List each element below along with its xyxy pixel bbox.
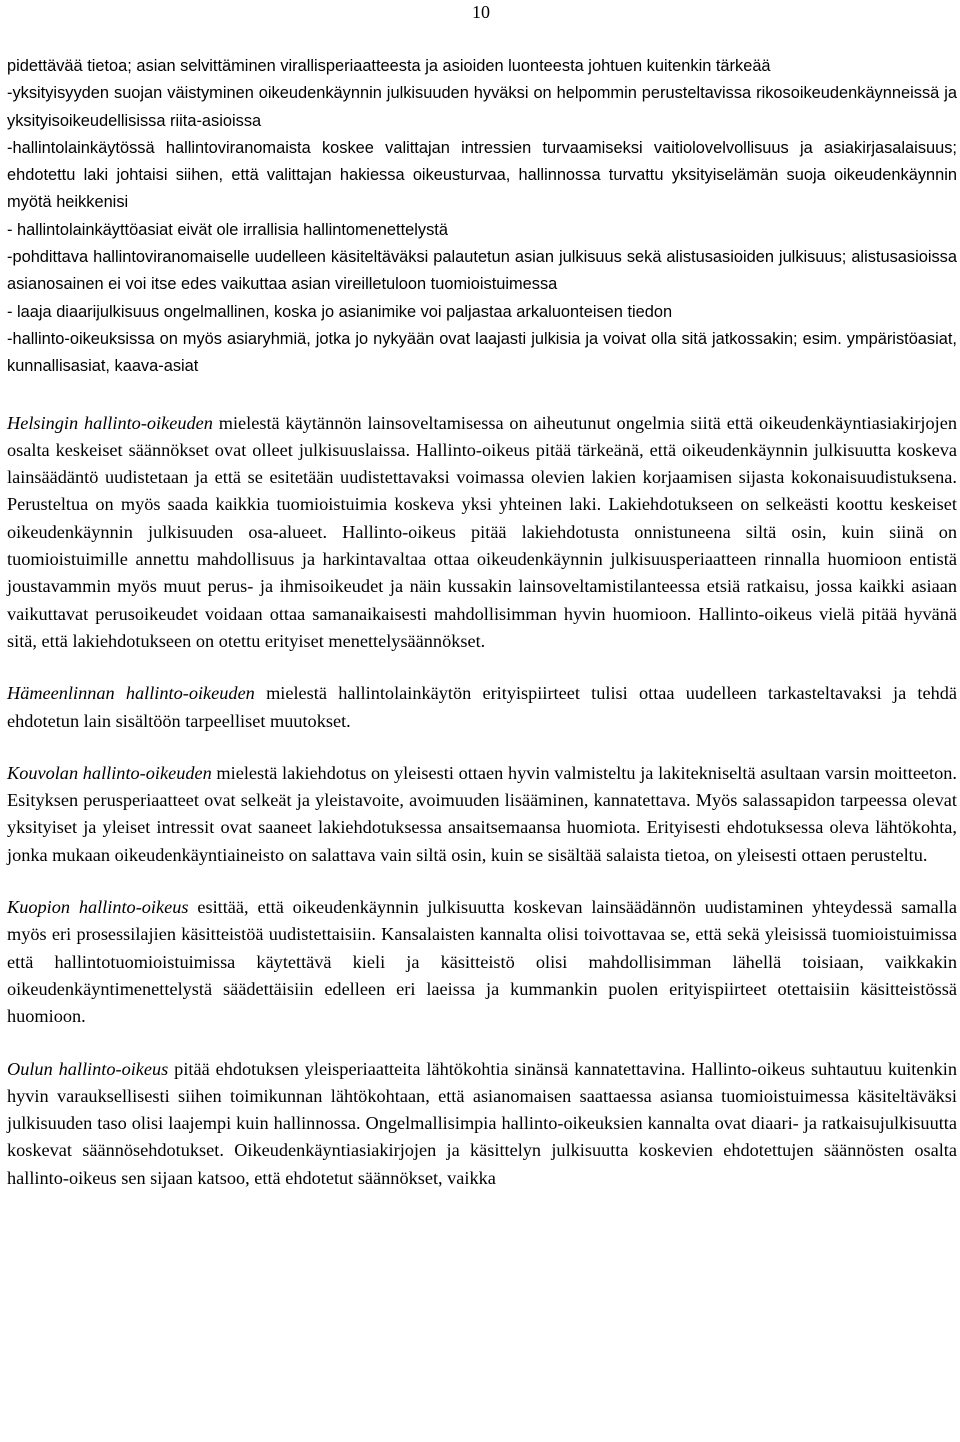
opinion-oulu	[7, 1056, 957, 1192]
opinion-text: esittää, että oikeudenkäynnin julkisuutta koskevan lainsäädännön uudistaminen yhteydessä samalla myös eri prosessilajien käsitteistöä uudistettaisiin. Kansalaisten kannalta olisi toivottavaa se, että sekä yleisissä tuomioistuimissa että hallintotuomioistuimissa käytettävä kieli ja käsitteistö olisi mahdollisimman lähellä toisiaan, vaikkakin oikeudenkäyntimenettelystä säädettäisiin edelleen eri laeissa ja kummankin puolen erityispiirteet otettaisiin käsitteistössä huomioon.	[7, 897, 958, 1027]
court-name: Kouvolan hallinto-oikeuden	[7, 762, 212, 783]
bullet-item: -hallintolainkäytössä hallintoviranomaista koskee valittajan intressien turvaamiseksi vaitiolovelvollisuus ja asiakirjasalaisuus; ehdotettu laki johtaisi siihen, että valittajan hakiessa oikeusturvaa, hallinnossa turvattu yksityiselämän suoja oikeudenkäynnin myötä heikkenisi	[7, 138, 957, 212]
opinion-kouvola	[7, 760, 957, 869]
opinion-kuopio	[7, 894, 957, 1030]
bullet-item: - laaja diaarijulkisuus ongelmallinen, koska jo asianimike voi paljastaa arkaluonteisen tiedon	[7, 302, 673, 321]
bullet-item: - hallintolainkäyttöasiat eivät ole irrallisia hallintomenettelystä	[7, 220, 448, 239]
opinion-text: mielestä hallintolainkäytön erityispiirteet tulisi ottaa uudelleen tarkasteltavaksi ja tehdä ehdotetun lain sisältöön tarpeelliset muutokset.	[7, 683, 958, 731]
bullet-item: pidettävää tietoa; asian selvittäminen virallisperiaatteesta ja asioiden luonteesta johtuen kuitenkin tärkeää	[7, 57, 771, 75]
opinion-helsinki	[7, 410, 957, 656]
opinion-text: pitää ehdotuksen yleisperiaatteita lähtökohtia sinänsä kannatettavina. Hallinto-oikeus suhtautuu kuitenkin hyvin varauksellisesti siihen toimikunnan lähtökohtaan, että asianomaisen saattaessa asiansa tuomioistuimessa käsiteltäväksi julkisuuden taso olisi laajempi kuin hallinnossa. Ongelmallisimpia hallinto-oikeuksien kannalta ovat diaari- ja ratkaisujulkisuutta koskevat säännösehdotukset. Oikeudenkäyntiasiakirjojen ja käsittelyn julkisuutta koskevien ehdotettujen säännösten osalta hallinto-oikeus sen sijaan katsoo, että ehdotetut säännökset, vaikka	[7, 1058, 957, 1188]
court-name: Hämeenlinnan hallinto-oikeuden	[7, 683, 255, 704]
opinion-text: mielestä lakiehdotus on yleisesti ottaen hyvin valmisteltu ja lakitekniseltä asultaan varsin moitteeton. Esityksen perusperiaatteet ovat selkeät ja yleistavoite, avoimuuden lisääminen, kannatettava. Myös salassapidon tarpeessa olevat yksityiset ja yleiset intressit ovat saaneet lakiehdotuksessa ansaitsemaansa huomiota. Erityisesti ehdotuksessa oleva lähtökohta, jonka mukaan oikeudenkäyntiaineisto on salattava vain siltä osin, kuin se sisältää salaista tietoa, on yleisesti ottaen perusteltu.	[7, 762, 957, 865]
bullet-item: -hallinto-oikeuksissa on myös asiaryhmiä, jotka jo nykyään ovat laajasti julkisia ja voivat olla sitä jatkossakin; esim. ympäristöasiat, kunnallisasiat, kaava-asiat	[7, 329, 957, 376]
opinion-text: mielestä käytännön lainsoveltamisessa on aiheutunut ongelmia siitä että oikeudenkäyntiasiakirjojen osalta keskeiset säännökset ovat olleet julkisuuslaissa. Hallinto-oikeus pitää tärkeänä, että oikeudenkäynnin julkisuutta koskeva lainsäädäntö uudistetaan ja että se esitetään uudistettavaksi voimassa olevien lakien korjaamisen sijasta kokonaisuudistuksena. Perusteltua on myös saada kaikkia tuomioistuimia koskeva yksi yhteinen laki. Lakiehdotukseen on selkeästi koottu keskeiset oikeudenkäynnin julkisuuden osa-alueet. Hallinto-oikeus pitää lakiehdotusta onnistuneena siltä osin, kuin siinä on tuomioistuimille annettu mahdollisuus ja harkintavaltaa ottaa oikeudenkäynnin julkisuusperiaatteen rinnalla huomioon entistä joustavammin myös muut perus- ja ihmisoikeudet ja näin kussakin lainsoveltamistilanteessa etsiä ratkaisu, jossa kaikki asiaan vaikuttavat perusoikeudet voidaan ottaa samanaikaisesti mahdollisimman hyvin huomioon. Hallinto-oikeus vielä pitää hyvänä sitä, että lakiehdotukseen on otettu erityiset menettelysäännökset.	[7, 412, 957, 651]
bullet-list	[7, 53, 957, 381]
opinion-hameenlinna	[7, 680, 957, 735]
court-name: Helsingin hallinto-oikeuden	[7, 412, 213, 433]
court-name: Oulun hallinto-oikeus	[7, 1058, 169, 1079]
bullet-item: -yksityisyyden suojan väistyminen oikeudenkäynnin julkisuuden hyväksi on helpommin perusteltavissa rikosoikeudenkäynneissä ja yksityisoikeudellisissa riita-asioissa	[7, 84, 957, 130]
page-number: 10	[472, 2, 490, 22]
court-name: Kuopion hallinto-oikeus	[7, 897, 189, 918]
document-body	[7, 53, 957, 1192]
bullet-item: -pohdittava hallintoviranomaiselle uudelleen käsiteltäväksi palautetun asian julkisuus sekä alistusasioiden julkisuus; alistusasioissa asianosainen ei voi itse edes vaikuttaa asian vireilletuloon tuomioistuimessa	[7, 248, 957, 294]
